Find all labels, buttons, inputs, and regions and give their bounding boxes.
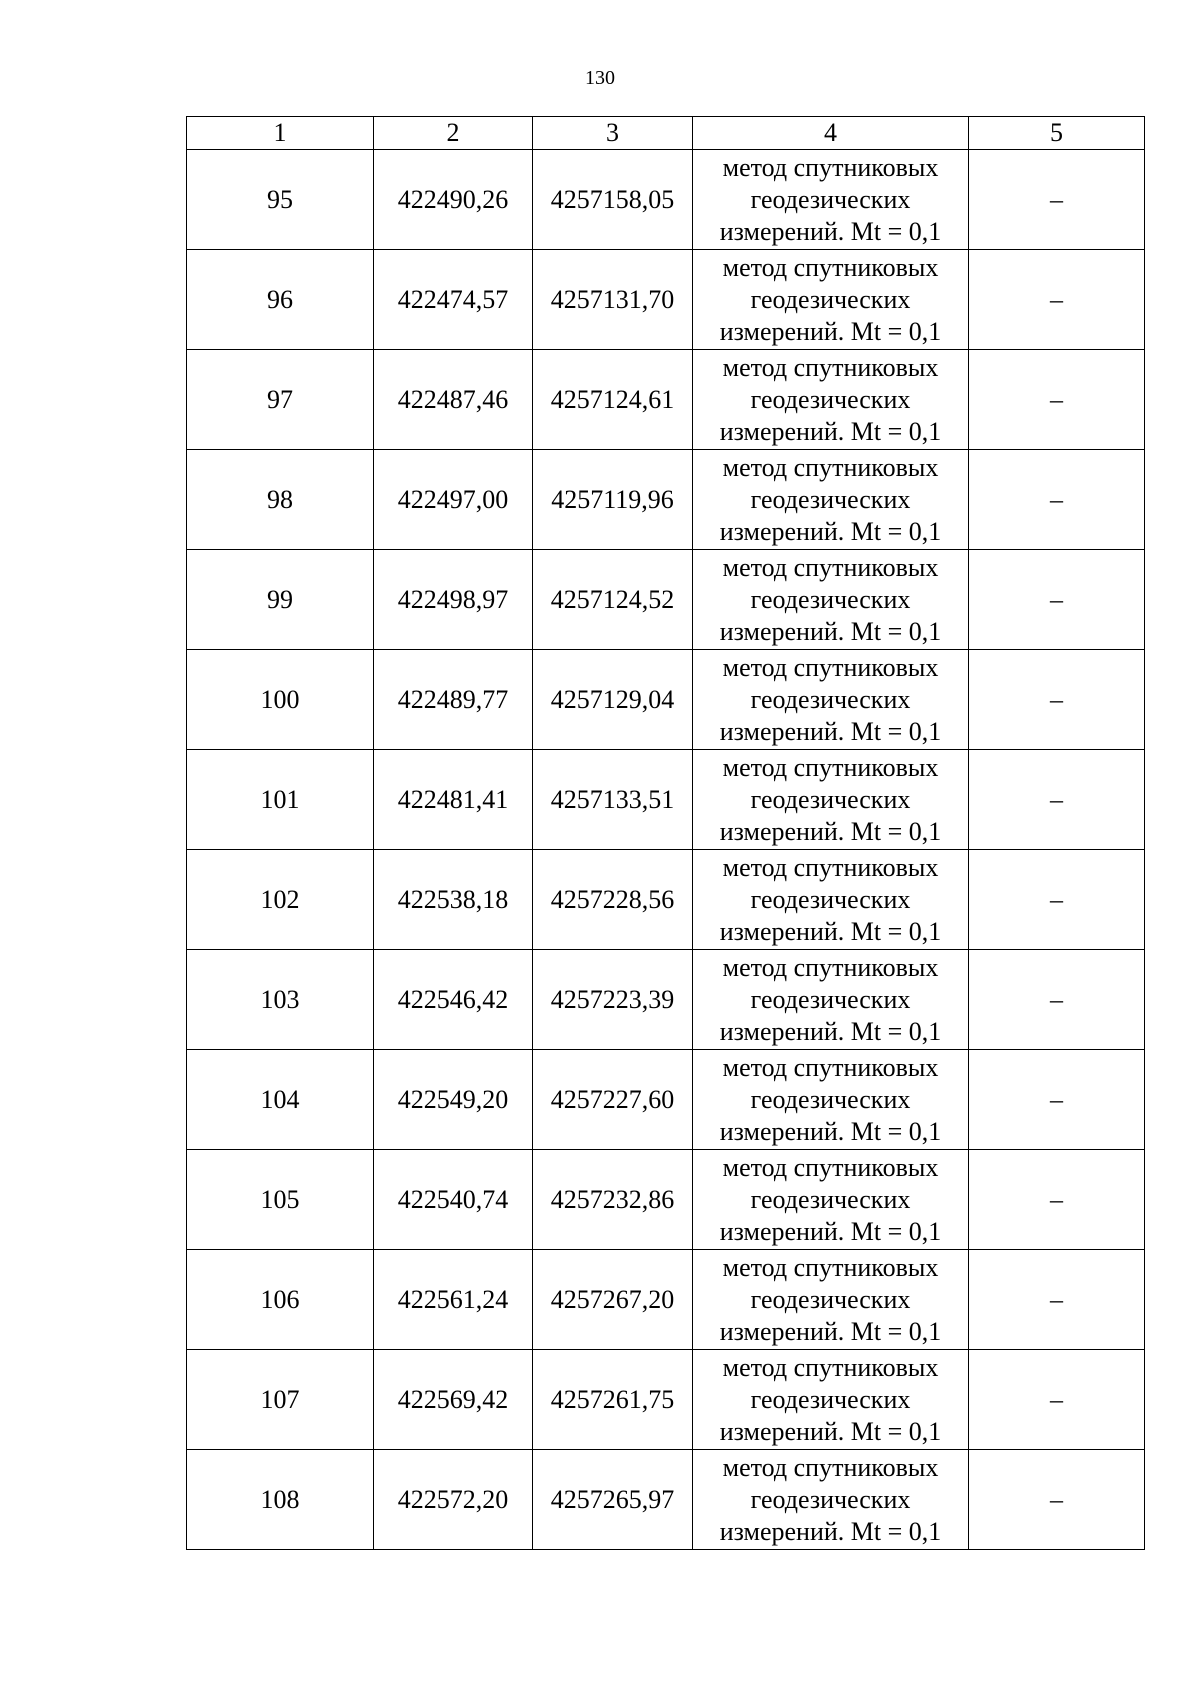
x-coordinate-cell: 422497,00 (374, 450, 533, 550)
method-line: метод спутниковых (722, 452, 939, 482)
point-number-cell: 99 (187, 550, 374, 650)
table-header (187, 117, 1145, 150)
method-line: метод спутниковых (722, 1352, 939, 1382)
method-line: геодезических (750, 1184, 911, 1214)
method-line: измерений. Mt = 0,1 (719, 316, 942, 346)
x-coordinate-cell: 422481,41 (374, 750, 533, 850)
point-number-cell: 103 (187, 950, 374, 1050)
table-row (187, 950, 1145, 1050)
method-cell (693, 350, 969, 450)
y-coordinate-cell: 4257227,60 (533, 1050, 693, 1150)
x-coordinate-cell: 422474,57 (374, 250, 533, 350)
method-line: измерений. Mt = 0,1 (719, 1516, 942, 1546)
y-coordinate-cell: 4257119,96 (533, 450, 693, 550)
method-cell (693, 1150, 969, 1250)
method-cell (693, 550, 969, 650)
method-line: геодезических (750, 984, 911, 1014)
method-line: измерений. Mt = 0,1 (719, 816, 942, 846)
method-line: метод спутниковых (722, 1152, 939, 1182)
method-line: измерений. Mt = 0,1 (719, 516, 942, 546)
method-cell (693, 1450, 969, 1550)
table-row (187, 1050, 1145, 1150)
table-row (187, 250, 1145, 350)
note-cell: – (969, 1350, 1145, 1450)
method-line: метод спутниковых (722, 1452, 939, 1482)
header-cell-4: 4 (693, 117, 969, 150)
method-line: измерений. Mt = 0,1 (719, 1316, 942, 1346)
y-coordinate-cell: 4257265,97 (533, 1450, 693, 1550)
method-line: геодезических (750, 784, 911, 814)
method-line: метод спутниковых (722, 752, 939, 782)
method-cell (693, 1350, 969, 1450)
method-line: метод спутниковых (722, 252, 939, 282)
method-line: измерений. Mt = 0,1 (719, 1416, 942, 1446)
y-coordinate-cell: 4257133,51 (533, 750, 693, 850)
method-line: геодезических (750, 584, 911, 614)
method-cell (693, 1250, 969, 1350)
method-cell (693, 650, 969, 750)
method-line: метод спутниковых (722, 652, 939, 682)
note-cell: – (969, 650, 1145, 750)
method-line: геодезических (750, 1384, 911, 1414)
method-line: геодезических (750, 1284, 911, 1314)
point-number-cell: 100 (187, 650, 374, 750)
method-line: геодезических (750, 684, 911, 714)
method-line: геодезических (750, 384, 911, 414)
page-number: 130 (585, 67, 615, 89)
method-cell (693, 450, 969, 550)
x-coordinate-cell: 422490,26 (374, 150, 533, 250)
note-cell: – (969, 150, 1145, 250)
y-coordinate-cell: 4257131,70 (533, 250, 693, 350)
table-row (187, 150, 1145, 250)
point-number-cell: 101 (187, 750, 374, 850)
table-row (187, 1250, 1145, 1350)
note-cell: – (969, 1250, 1145, 1350)
table-row (187, 1350, 1145, 1450)
note-cell: – (969, 1150, 1145, 1250)
x-coordinate-cell: 422540,74 (374, 1150, 533, 1250)
y-coordinate-cell: 4257261,75 (533, 1350, 693, 1450)
note-cell: – (969, 950, 1145, 1050)
method-cell (693, 250, 969, 350)
point-number-cell: 97 (187, 350, 374, 450)
coordinates-table (186, 116, 1145, 1550)
header-cell-5: 5 (969, 117, 1145, 150)
method-line: измерений. Mt = 0,1 (719, 1016, 942, 1046)
point-number-cell: 96 (187, 250, 374, 350)
note-cell: – (969, 1050, 1145, 1150)
method-cell (693, 750, 969, 850)
method-line: измерений. Mt = 0,1 (719, 716, 942, 746)
method-line: измерений. Mt = 0,1 (719, 416, 942, 446)
header-row (187, 117, 1145, 150)
y-coordinate-cell: 4257267,20 (533, 1250, 693, 1350)
x-coordinate-cell: 422561,24 (374, 1250, 533, 1350)
y-coordinate-cell: 4257228,56 (533, 850, 693, 950)
note-cell: – (969, 750, 1145, 850)
table-row (187, 350, 1145, 450)
table-row (187, 550, 1145, 650)
method-line: метод спутниковых (722, 1252, 939, 1282)
method-line: метод спутниковых (722, 1052, 939, 1082)
method-line: геодезических (750, 484, 911, 514)
method-line: измерений. Mt = 0,1 (719, 1116, 942, 1146)
x-coordinate-cell: 422549,20 (374, 1050, 533, 1150)
method-line: метод спутниковых (722, 552, 939, 582)
header-cell-3: 3 (533, 117, 693, 150)
method-line: измерений. Mt = 0,1 (719, 216, 942, 246)
x-coordinate-cell: 422546,42 (374, 950, 533, 1050)
y-coordinate-cell: 4257223,39 (533, 950, 693, 1050)
point-number-cell: 104 (187, 1050, 374, 1150)
method-line: геодезических (750, 184, 911, 214)
method-line: геодезических (750, 1484, 911, 1514)
table-row (187, 750, 1145, 850)
note-cell: – (969, 250, 1145, 350)
x-coordinate-cell: 422538,18 (374, 850, 533, 950)
y-coordinate-cell: 4257124,61 (533, 350, 693, 450)
note-cell: – (969, 1450, 1145, 1550)
x-coordinate-cell: 422498,97 (374, 550, 533, 650)
method-line: метод спутниковых (722, 352, 939, 382)
method-line: метод спутниковых (722, 952, 939, 982)
table-row (187, 850, 1145, 950)
method-line: геодезических (750, 284, 911, 314)
method-line: измерений. Mt = 0,1 (719, 616, 942, 646)
y-coordinate-cell: 4257124,52 (533, 550, 693, 650)
header-cell-1: 1 (187, 117, 374, 150)
note-cell: – (969, 450, 1145, 550)
method-line: метод спутниковых (722, 152, 939, 182)
point-number-cell: 98 (187, 450, 374, 550)
method-line: геодезических (750, 884, 911, 914)
y-coordinate-cell: 4257232,86 (533, 1150, 693, 1250)
table-row (187, 450, 1145, 550)
point-number-cell: 106 (187, 1250, 374, 1350)
point-number-cell: 108 (187, 1450, 374, 1550)
note-cell: – (969, 350, 1145, 450)
method-cell (693, 150, 969, 250)
note-cell: – (969, 850, 1145, 950)
y-coordinate-cell: 4257129,04 (533, 650, 693, 750)
method-cell (693, 1050, 969, 1150)
x-coordinate-cell: 422489,77 (374, 650, 533, 750)
table-row (187, 1150, 1145, 1250)
x-coordinate-cell: 422487,46 (374, 350, 533, 450)
table-row (187, 650, 1145, 750)
method-line: метод спутниковых (722, 852, 939, 882)
method-line: измерений. Mt = 0,1 (719, 916, 942, 946)
note-cell: – (969, 550, 1145, 650)
point-number-cell: 107 (187, 1350, 374, 1450)
header-cell-2: 2 (374, 117, 533, 150)
y-coordinate-cell: 4257158,05 (533, 150, 693, 250)
x-coordinate-cell: 422569,42 (374, 1350, 533, 1450)
table-row (187, 1450, 1145, 1550)
method-line: измерений. Mt = 0,1 (719, 1216, 942, 1246)
method-line: геодезических (750, 1084, 911, 1114)
x-coordinate-cell: 422572,20 (374, 1450, 533, 1550)
method-cell (693, 850, 969, 950)
table-body (187, 150, 1145, 1550)
point-number-cell: 105 (187, 1150, 374, 1250)
point-number-cell: 95 (187, 150, 374, 250)
point-number-cell: 102 (187, 850, 374, 950)
method-cell (693, 950, 969, 1050)
